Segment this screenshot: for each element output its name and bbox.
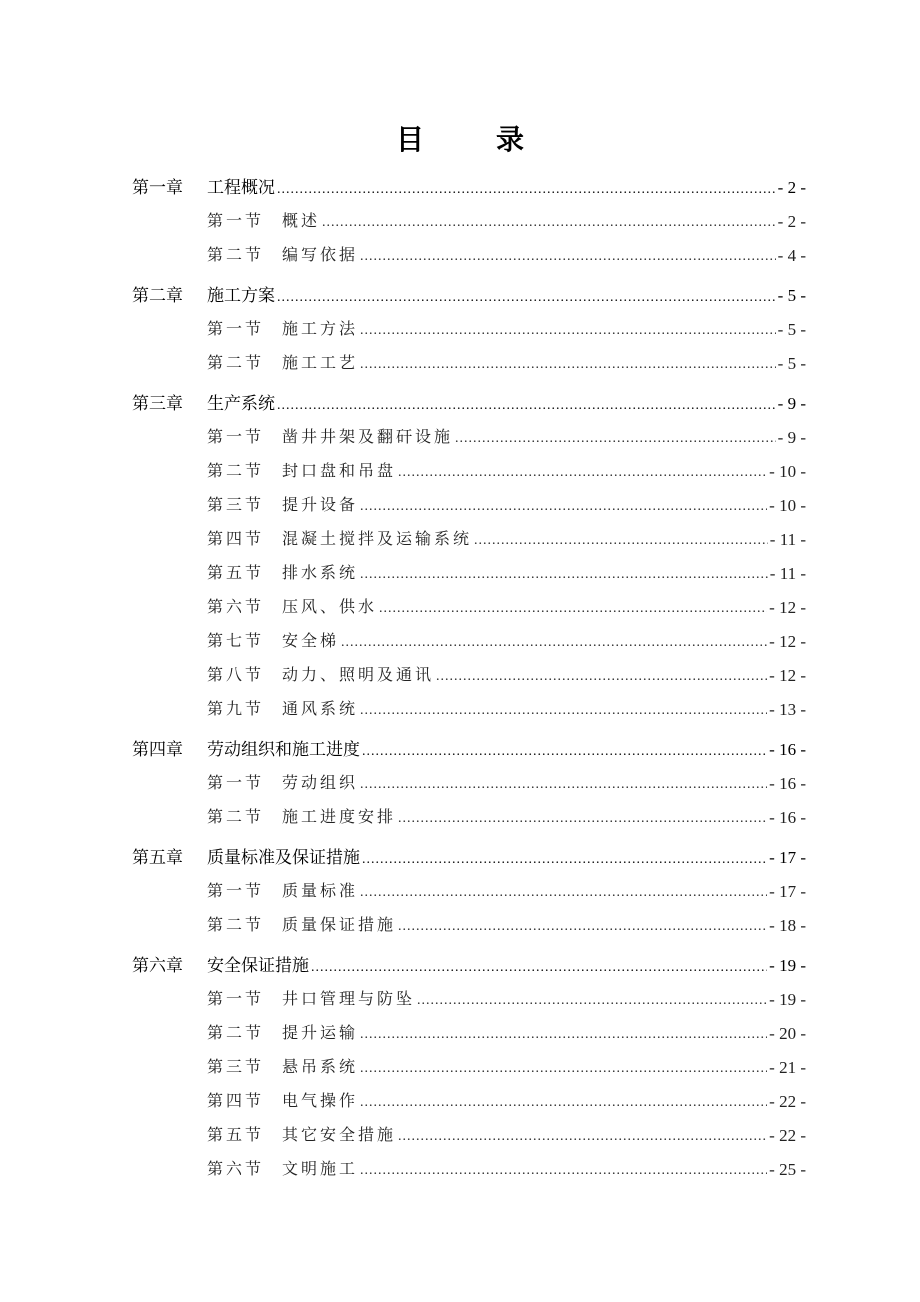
toc-entry-number: 第四节 bbox=[207, 1093, 265, 1110]
toc-page-number: - 19 - bbox=[769, 956, 806, 975]
toc-page-number: - 22 - bbox=[769, 1126, 806, 1145]
toc-page-number: - 9 - bbox=[777, 428, 806, 447]
dot-leader bbox=[360, 1156, 767, 1184]
toc-section-entry[interactable] bbox=[132, 1116, 806, 1150]
toc-entry-title: 动力、照明及通讯 bbox=[282, 667, 435, 684]
toc-page-number: - 5 - bbox=[777, 320, 806, 339]
toc-page-number: - 16 - bbox=[769, 808, 806, 827]
toc-entry-title: 质量标准及保证措施 bbox=[207, 848, 360, 867]
dot-leader bbox=[360, 242, 776, 270]
dot-leader bbox=[362, 844, 767, 872]
toc-entry-number: 第八节 bbox=[207, 667, 265, 684]
toc-page-number: - 2 - bbox=[777, 178, 806, 197]
dot-leader bbox=[360, 1054, 767, 1082]
toc-section-entry[interactable] bbox=[132, 1048, 806, 1082]
toc-section-entry[interactable] bbox=[132, 1150, 806, 1184]
toc-page-number: - 13 - bbox=[769, 700, 806, 719]
toc-entry-number: 第一节 bbox=[207, 213, 265, 230]
dot-leader bbox=[360, 492, 767, 520]
toc-page-number: - 5 - bbox=[777, 354, 806, 373]
toc-entry-number: 第五节 bbox=[207, 1127, 265, 1144]
toc-entry-number: 第二节 bbox=[207, 355, 265, 372]
toc-page-number: - 9 - bbox=[777, 394, 806, 413]
toc-entry-title: 文明施工 bbox=[282, 1161, 359, 1178]
toc-section-entry[interactable] bbox=[132, 1014, 806, 1048]
toc-entry-number: 第一节 bbox=[207, 991, 265, 1008]
dot-leader bbox=[360, 770, 767, 798]
toc-entry-title: 施工工艺 bbox=[282, 355, 359, 372]
toc-section-entry[interactable] bbox=[132, 554, 806, 588]
toc-entry-number: 第四节 bbox=[207, 531, 265, 548]
dot-leader bbox=[398, 458, 767, 486]
toc-entry-title: 劳动组织 bbox=[282, 775, 359, 792]
toc-page-number: - 10 - bbox=[769, 462, 806, 481]
toc-entry-title: 通风系统 bbox=[282, 701, 359, 718]
toc-chapter-entry[interactable] bbox=[132, 276, 806, 310]
toc-section-entry[interactable] bbox=[132, 1082, 806, 1116]
toc-chapter-entry[interactable] bbox=[132, 946, 806, 980]
toc-entry-title: 排水系统 bbox=[282, 565, 359, 582]
toc-entry-number: 第七节 bbox=[207, 633, 265, 650]
toc-entry-number: 第一节 bbox=[207, 429, 265, 446]
toc-entry-number: 第二节 bbox=[207, 247, 265, 264]
toc-entry-title: 安全保证措施 bbox=[207, 956, 309, 975]
toc-entry-title: 其它安全措施 bbox=[282, 1127, 397, 1144]
toc-section-entry[interactable] bbox=[132, 798, 806, 832]
toc-page-number: - 21 - bbox=[769, 1058, 806, 1077]
toc-page-number: - 2 - bbox=[777, 212, 806, 231]
toc-entry-title: 编写依据 bbox=[282, 247, 359, 264]
toc-entry-number: 第二节 bbox=[207, 917, 265, 934]
dot-leader bbox=[360, 878, 767, 906]
toc-page-number: - 16 - bbox=[769, 740, 806, 759]
toc-page-number: - 22 - bbox=[769, 1092, 806, 1111]
toc-entry-title: 提升设备 bbox=[282, 497, 359, 514]
dot-leader bbox=[311, 952, 767, 980]
toc-entry-number: 第一节 bbox=[207, 883, 265, 900]
dot-leader bbox=[436, 662, 767, 690]
toc-section-entry[interactable] bbox=[132, 656, 806, 690]
toc-entry-title: 电气操作 bbox=[282, 1093, 359, 1110]
toc-page-number: - 12 - bbox=[769, 598, 806, 617]
toc-entry-number: 第六章 bbox=[132, 956, 183, 975]
toc-entry-number: 第二节 bbox=[207, 463, 265, 480]
page-title: 目 录 bbox=[395, 125, 546, 156]
toc-entry-title: 提升运输 bbox=[282, 1025, 359, 1042]
toc-page-number: - 17 - bbox=[769, 882, 806, 901]
dot-leader bbox=[360, 1088, 767, 1116]
toc-entry-number: 第一章 bbox=[132, 178, 183, 197]
toc-entry-title: 混凝土搅拌及运输系统 bbox=[282, 531, 473, 548]
toc-section-entry[interactable] bbox=[132, 764, 806, 798]
dot-leader bbox=[360, 560, 768, 588]
dot-leader bbox=[277, 390, 776, 418]
toc-section-entry[interactable] bbox=[132, 236, 806, 270]
toc-entry-title: 劳动组织和施工进度 bbox=[207, 740, 360, 759]
toc-entry-number: 第二节 bbox=[207, 809, 265, 826]
toc-entry-title: 封口盘和吊盘 bbox=[282, 463, 397, 480]
dot-leader bbox=[455, 424, 776, 452]
toc-entry-number: 第三节 bbox=[207, 1059, 265, 1076]
toc-page-number: - 12 - bbox=[769, 666, 806, 685]
toc-entry-title: 井口管理与防坠 bbox=[282, 991, 416, 1008]
toc-page-number: - 10 - bbox=[769, 496, 806, 515]
toc-section-entry[interactable] bbox=[132, 906, 806, 940]
toc-entry-number: 第六节 bbox=[207, 1161, 265, 1178]
toc-section-entry[interactable] bbox=[132, 588, 806, 622]
toc-entry-number: 第九节 bbox=[207, 701, 265, 718]
dot-leader bbox=[417, 986, 767, 1014]
toc-section-entry[interactable] bbox=[132, 418, 806, 452]
toc-section-entry[interactable] bbox=[132, 980, 806, 1014]
dot-leader bbox=[360, 696, 767, 724]
toc-page-number: - 16 - bbox=[769, 774, 806, 793]
toc-chapter-entry[interactable] bbox=[132, 838, 806, 872]
toc-entry-title: 凿井井架及翻矸设施 bbox=[282, 429, 454, 446]
toc-entry-title: 工程概况 bbox=[207, 178, 275, 197]
toc-entry-number: 第二节 bbox=[207, 1025, 265, 1042]
dot-leader bbox=[322, 208, 776, 236]
toc-entry-number: 第五章 bbox=[132, 848, 183, 867]
toc-entry-number: 第二章 bbox=[132, 286, 183, 305]
toc-entry-title: 施工方法 bbox=[282, 321, 359, 338]
toc-entry-number: 第六节 bbox=[207, 599, 265, 616]
toc-entry-title: 质量保证措施 bbox=[282, 917, 397, 934]
toc-page-number: - 17 - bbox=[769, 848, 806, 867]
toc-page-number: - 11 - bbox=[769, 530, 806, 549]
dot-leader bbox=[341, 628, 767, 656]
toc-page-number: - 5 - bbox=[777, 286, 806, 305]
toc-chapter-entry[interactable] bbox=[132, 730, 806, 764]
toc-section-entry[interactable] bbox=[132, 520, 806, 554]
toc-entry-number: 第五节 bbox=[207, 565, 265, 582]
dot-leader bbox=[360, 316, 776, 344]
toc-entry-title: 施工进度安排 bbox=[282, 809, 397, 826]
toc-section-entry[interactable] bbox=[132, 344, 806, 378]
dot-leader bbox=[474, 526, 768, 554]
toc-entry-title: 安全梯 bbox=[282, 633, 340, 650]
dot-leader bbox=[398, 912, 767, 940]
toc-section-entry[interactable] bbox=[132, 310, 806, 344]
dot-leader bbox=[398, 804, 767, 832]
toc-page-number: - 12 - bbox=[769, 632, 806, 651]
toc-page-number: - 25 - bbox=[769, 1160, 806, 1179]
toc-section-entry[interactable] bbox=[132, 872, 806, 906]
table-of-contents bbox=[132, 168, 806, 1184]
toc-entry-title: 质量标准 bbox=[282, 883, 359, 900]
toc-entry-title: 压风、供水 bbox=[282, 599, 378, 616]
toc-page-number: - 19 - bbox=[769, 990, 806, 1009]
toc-entry-title: 施工方案 bbox=[207, 286, 275, 305]
toc-section-entry[interactable] bbox=[132, 690, 806, 724]
toc-entry-number: 第三章 bbox=[132, 394, 183, 413]
toc-entry-title: 悬吊系统 bbox=[282, 1059, 359, 1076]
dot-leader bbox=[362, 736, 767, 764]
toc-entry-title: 概述 bbox=[282, 213, 321, 230]
dot-leader bbox=[360, 350, 776, 378]
toc-section-entry[interactable] bbox=[132, 622, 806, 656]
toc-page-number: - 20 - bbox=[769, 1024, 806, 1043]
toc-entry-number: 第一节 bbox=[207, 321, 265, 338]
toc-chapter-entry[interactable] bbox=[132, 168, 806, 202]
toc-entry-number: 第一节 bbox=[207, 775, 265, 792]
toc-entry-title: 生产系统 bbox=[207, 394, 275, 413]
toc-entry-number: 第四章 bbox=[132, 740, 183, 759]
dot-leader bbox=[360, 1020, 767, 1048]
toc-chapter-entry[interactable] bbox=[132, 384, 806, 418]
toc-page-number: - 18 - bbox=[769, 916, 806, 935]
dot-leader bbox=[379, 594, 767, 622]
toc-section-entry[interactable] bbox=[132, 452, 806, 486]
toc-entry-number: 第三节 bbox=[207, 497, 265, 514]
dot-leader bbox=[277, 174, 776, 202]
dot-leader bbox=[277, 282, 776, 310]
toc-page-number: - 11 - bbox=[769, 564, 806, 583]
dot-leader bbox=[398, 1122, 767, 1150]
toc-page-number: - 4 - bbox=[777, 246, 806, 265]
toc-section-entry[interactable] bbox=[132, 202, 806, 236]
toc-section-entry[interactable] bbox=[132, 486, 806, 520]
